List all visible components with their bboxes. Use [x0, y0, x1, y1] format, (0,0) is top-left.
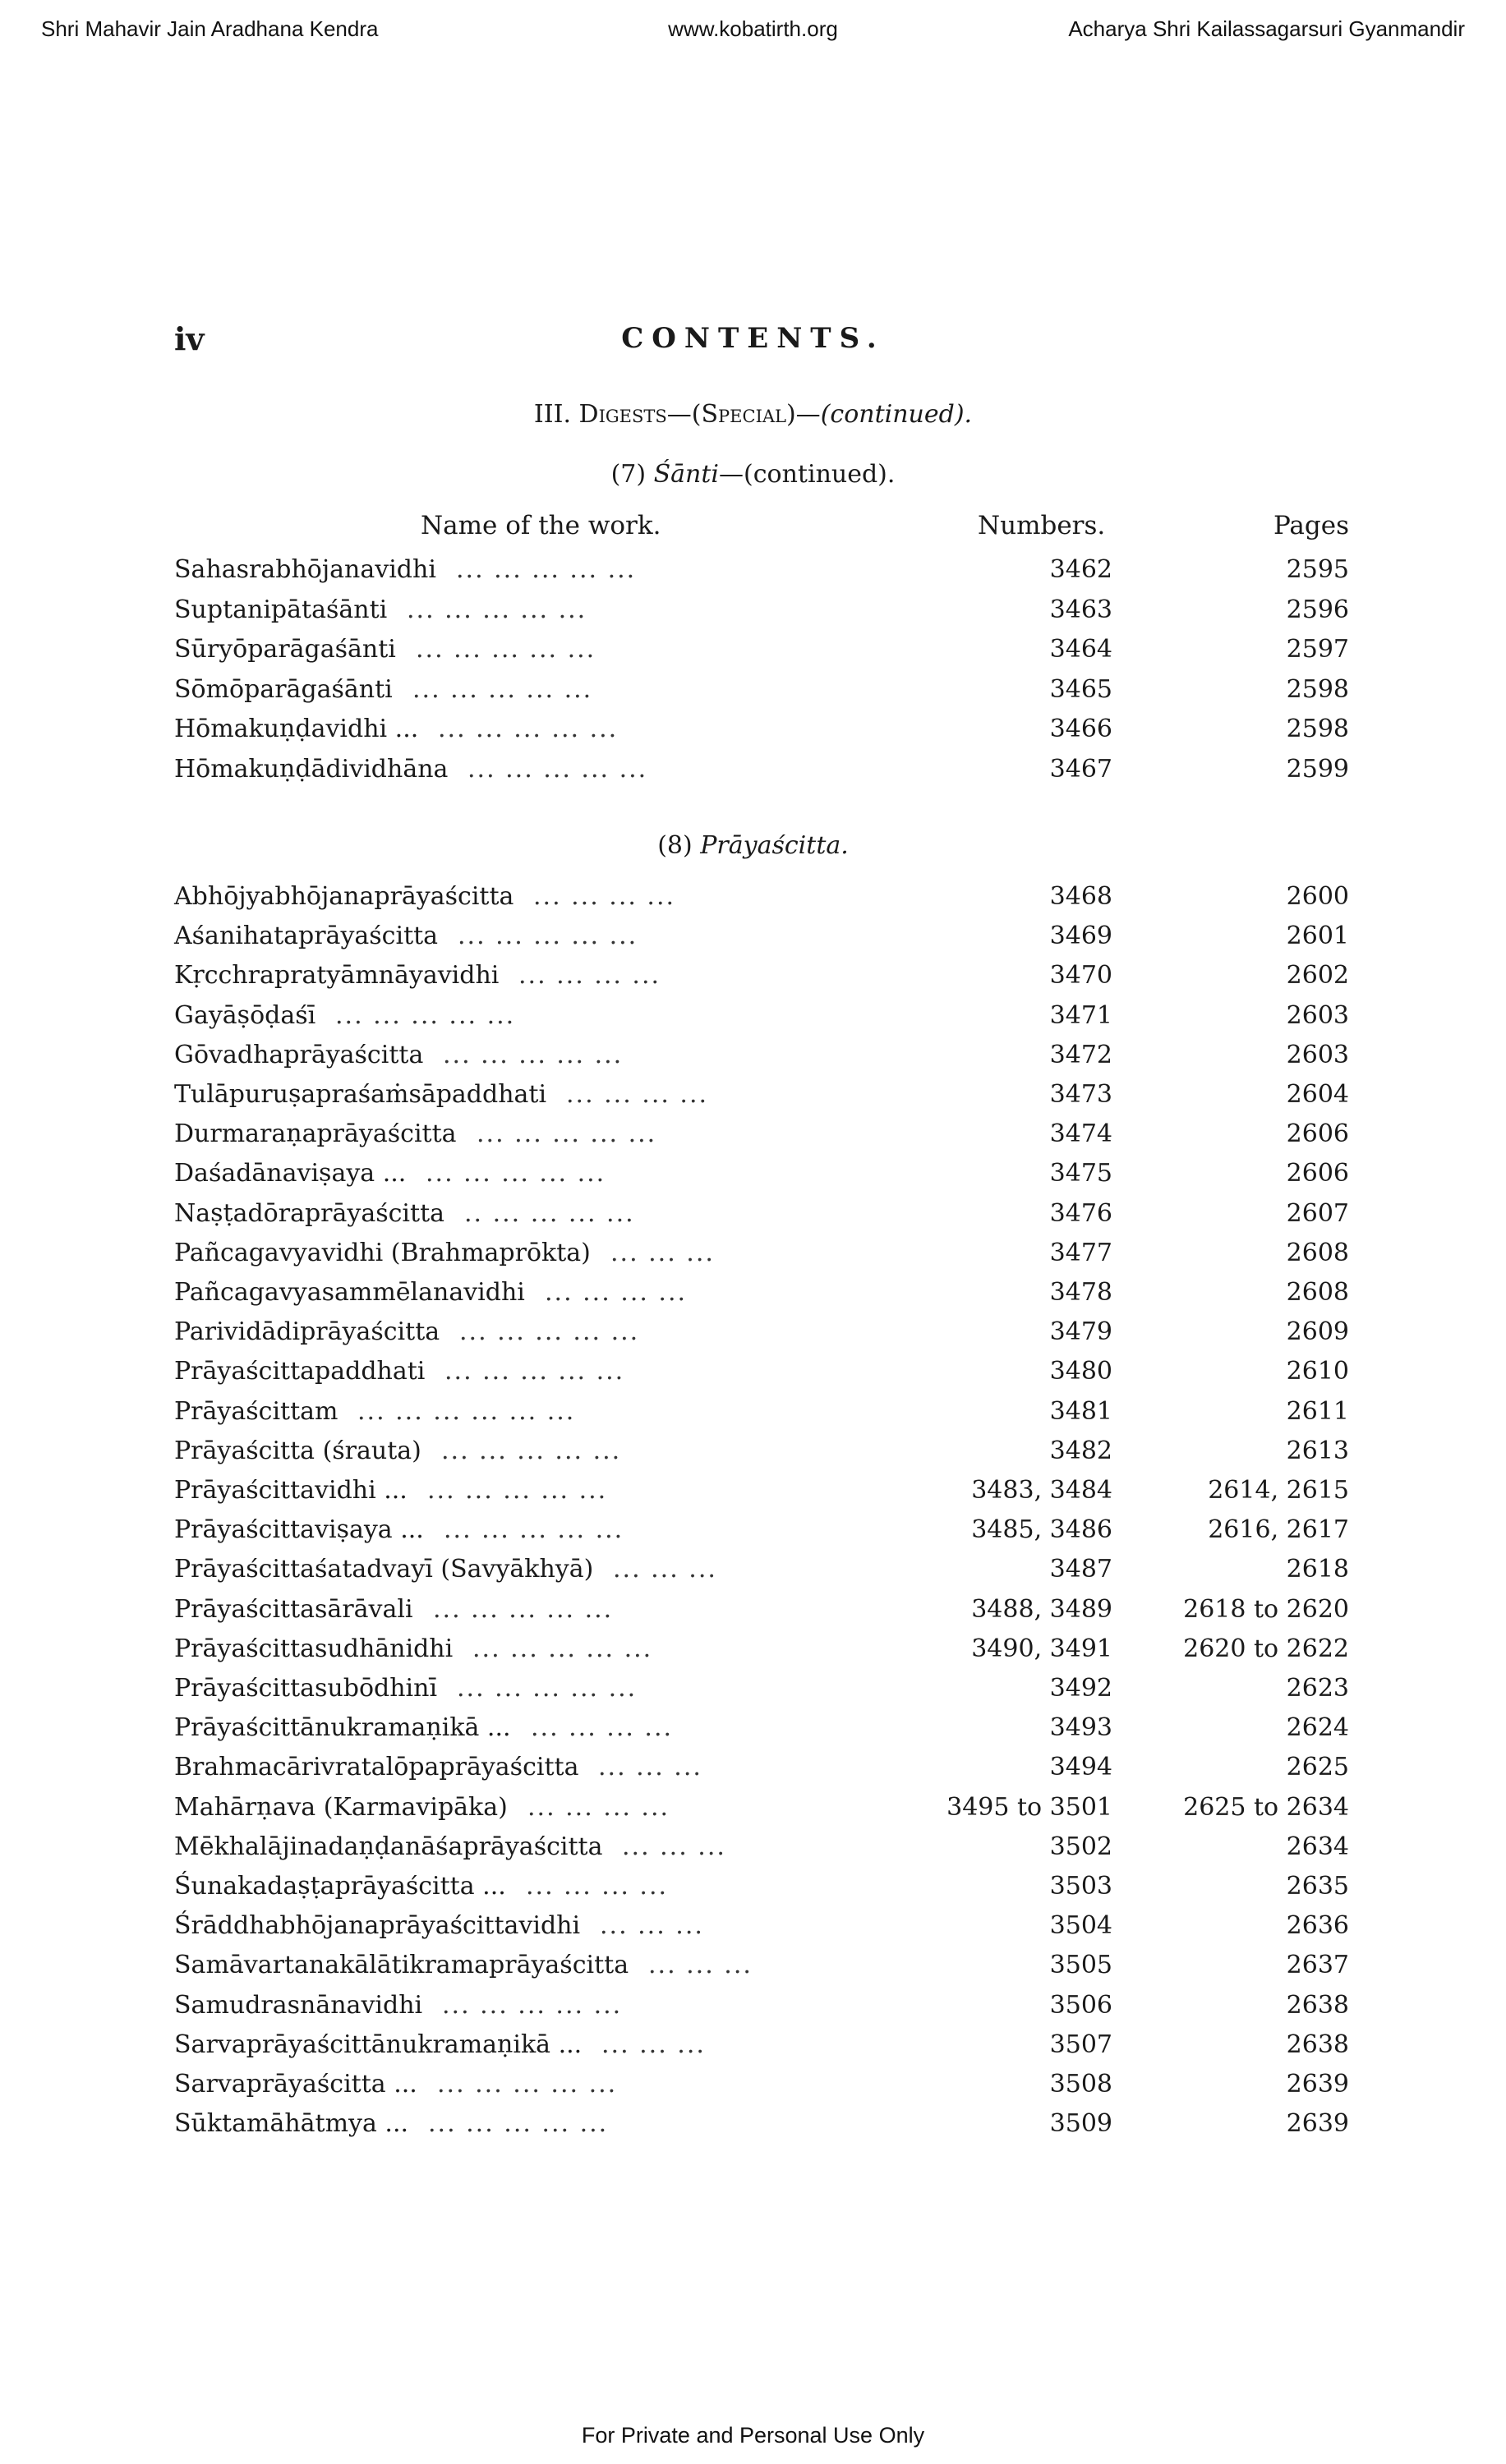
- entry-pages: 2638: [1286, 2030, 1349, 2059]
- entry-name: Sarvaprāyaścittānukramaṇikā ...: [174, 2030, 583, 2059]
- leader-dots: ... ... ... ... ...: [428, 2109, 609, 2139]
- entry-pages: 2639: [1286, 2109, 1349, 2139]
- entry-name: Samāvartanakālātikramaprāyaścitta: [174, 1951, 629, 1980]
- entry-number: 3505: [1049, 1951, 1112, 1980]
- entry-name: Prāyaścitta (śrauta): [174, 1436, 421, 1465]
- leader-dots: ... ... ... ... ...: [467, 754, 648, 784]
- entry-number: 3495 to 3501: [946, 1792, 1112, 1822]
- list-item: [174, 1001, 1349, 1041]
- entry-number: 3480: [1049, 1357, 1112, 1386]
- entry-number: 3494: [1049, 1753, 1112, 1782]
- list-item: [174, 1793, 1349, 1832]
- entry-number: 3475: [1049, 1159, 1112, 1188]
- list-item: [174, 1832, 1349, 1872]
- entry-pages: 2600: [1286, 882, 1349, 911]
- leader-dots: ... ... ...: [622, 1832, 726, 1861]
- entry-pages: 2609: [1286, 1317, 1349, 1347]
- entry-name: Gōvadhaprāyaścitta: [174, 1040, 424, 1069]
- leader-dots: ... ... ...: [610, 1238, 715, 1267]
- entry-name: Sahasrabhōjanavidhi: [174, 555, 436, 584]
- entry-name: Pañcagavyavidhi (Brahmaprōkta): [174, 1238, 591, 1267]
- entry-name: Śunakadaṣṭaprāyaścitta ...: [174, 1872, 506, 1901]
- leader-dots: ... ... ... ... ...: [335, 1000, 516, 1030]
- entry-name: Sarvaprāyaścitta ...: [174, 2070, 417, 2099]
- leader-dots: ... ... ...: [598, 1753, 702, 1782]
- list-item: [174, 1159, 1349, 1198]
- list-item: [174, 2030, 1349, 2070]
- entry-pages: 2636: [1286, 1911, 1349, 1941]
- column-header-name: Name of the work.: [421, 511, 661, 540]
- entry-pages: 2606: [1286, 1159, 1349, 1188]
- entry-number: 3487: [1049, 1555, 1112, 1584]
- entry-number: 3503: [1049, 1872, 1112, 1901]
- leader-dots: ... ... ... ... ...: [457, 1674, 638, 1703]
- leader-dots: ... ... ... ... ...: [443, 1040, 624, 1069]
- leader-dots: ... ... ... ... ...: [426, 1159, 606, 1188]
- entry-pages: 2611: [1286, 1396, 1349, 1426]
- entry-name: Prāyaścittasubōdhinī: [174, 1674, 438, 1703]
- leader-dots: ... ... ... ...: [545, 1278, 688, 1307]
- entry-pages: 2635: [1286, 1872, 1349, 1901]
- entry-pages: 2607: [1286, 1198, 1349, 1228]
- entry-pages: 2616, 2617: [1208, 1515, 1349, 1545]
- subsection-7-suffix: —(continued).: [719, 460, 896, 489]
- list-item: [174, 1951, 1349, 1990]
- page-number: iv: [174, 320, 205, 357]
- entry-number: 3506: [1049, 1990, 1112, 2020]
- entry-name: Sōmōparāgaśānti: [174, 674, 393, 704]
- entry-name: Mahārṇava (Karmavipāka): [174, 1792, 508, 1822]
- list-item: [174, 635, 1349, 674]
- entry-number: 3481: [1049, 1396, 1112, 1426]
- subsection-7-prefix: (7): [610, 460, 647, 489]
- leader-dots: ... ... ... ... ...: [412, 674, 593, 704]
- leader-dots: ... ... ... ... ...: [433, 1594, 614, 1624]
- entry-name: Parividādiprāyaścitta: [174, 1317, 440, 1347]
- leader-dots: ... ... ...: [613, 1555, 717, 1584]
- leader-dots: ... ... ... ...: [531, 1713, 674, 1743]
- entry-name: Sūryōparāgaśānti: [174, 635, 396, 664]
- leader-dots: ... ... ... ...: [533, 882, 676, 911]
- entry-number: 3508: [1049, 2070, 1112, 2099]
- entry-name: Prāyaścittam: [174, 1396, 339, 1426]
- entry-name: Brahmacārivratalōpaprāyaścitta: [174, 1753, 579, 1782]
- leader-dots: ... ... ... ... ...: [477, 1119, 657, 1149]
- entry-pages: 2618 to 2620: [1183, 1594, 1349, 1624]
- entry-pages: 2634: [1286, 1832, 1349, 1861]
- entry-number: 3492: [1049, 1674, 1112, 1703]
- entry-pages: 2595: [1286, 555, 1349, 584]
- entry-name: Prāyaścittānukramaṇikā ...: [174, 1713, 511, 1743]
- entry-number: 3477: [1049, 1238, 1112, 1267]
- entry-pages: 2623: [1286, 1674, 1349, 1703]
- entry-name: Abhōjyabhōjanaprāyaścitta: [174, 882, 514, 911]
- entry-number: 3476: [1049, 1198, 1112, 1228]
- leader-dots: ... ... ...: [601, 2030, 706, 2059]
- list-item: [174, 1713, 1349, 1753]
- entry-name: Hōmakuṇḍādividhāna: [174, 754, 449, 784]
- list-item: [174, 1515, 1349, 1555]
- list-item: [174, 1317, 1349, 1357]
- subsection-7-main: Śānti: [653, 460, 720, 489]
- entry-pages: 2614, 2615: [1208, 1476, 1349, 1505]
- list-item: [174, 882, 1349, 922]
- leader-dots: ... ... ... ... ...: [472, 1634, 653, 1663]
- entry-number: 3490, 3491: [971, 1634, 1112, 1663]
- leader-dots: ... ... ... ... ...: [427, 1476, 608, 1505]
- entry-pages: 2601: [1286, 922, 1349, 951]
- leader-dots: ... ... ... ...: [526, 1872, 669, 1901]
- leader-dots: ... ... ... ... ...: [438, 715, 619, 743]
- entry-number: 3474: [1049, 1119, 1112, 1149]
- list-item: [174, 1872, 1349, 1911]
- entry-number: 3509: [1049, 2109, 1112, 2139]
- page-title: CONTENTS.: [621, 322, 885, 355]
- entry-pages: 2625 to 2634: [1183, 1792, 1349, 1822]
- leader-dots: ... ... ...: [600, 1911, 704, 1941]
- entry-name: Sūktamāhātmya ...: [174, 2109, 409, 2139]
- leader-dots: ... ... ... ...: [566, 1080, 709, 1109]
- entry-name: Pañcagavyasammēlanavidhi: [174, 1278, 525, 1307]
- entry-pages: 2610: [1286, 1357, 1349, 1386]
- entry-number: 3502: [1049, 1832, 1112, 1861]
- leader-dots: ... ... ... ...: [518, 961, 661, 991]
- entry-name: Prāyaścittaviṣaya ...: [174, 1515, 424, 1545]
- entry-number: 3463: [1049, 595, 1112, 624]
- leader-dots: .. ... ... ... ...: [464, 1198, 635, 1228]
- subsection-8-prefix: (8): [657, 831, 693, 860]
- list-item: [174, 1911, 1349, 1951]
- entry-name: Kṛcchrapratyāmnāyavidhi: [174, 961, 500, 991]
- leader-dots: ... ... ... ... ...: [441, 1436, 622, 1465]
- entry-number: 3471: [1049, 1000, 1112, 1030]
- entry-pages: 2638: [1286, 1990, 1349, 2020]
- leader-dots: ... ... ... ...: [527, 1792, 670, 1822]
- section-heading-suffix: (continued).: [820, 400, 973, 429]
- header-center-url[interactable]: www.kobatirth.org: [668, 16, 838, 41]
- entry-name: Prāyaścittasudhānidhi: [174, 1634, 454, 1663]
- entry-name: Prāyaścittavidhi ...: [174, 1476, 408, 1505]
- entry-name: Prāyaścittapaddhati: [174, 1357, 426, 1386]
- entry-number: 3468: [1049, 882, 1112, 911]
- leader-dots: ... ... ... ... ...: [416, 635, 596, 664]
- list-item: [174, 1437, 1349, 1476]
- entry-number: 3504: [1049, 1911, 1112, 1941]
- entry-number: 3465: [1049, 674, 1112, 704]
- list-item: [174, 1357, 1349, 1396]
- list-item: [174, 755, 1349, 794]
- entry-number: 3462: [1049, 555, 1112, 584]
- column-header-pages: Pages: [1273, 511, 1349, 540]
- leader-dots: ... ... ... ... ...: [456, 555, 637, 584]
- list-item: [174, 1674, 1349, 1713]
- entry-pages: 2620 to 2622: [1183, 1634, 1349, 1663]
- entry-number: 3473: [1049, 1080, 1112, 1109]
- entry-pages: 2618: [1286, 1555, 1349, 1584]
- entry-number: 3485, 3486: [971, 1515, 1112, 1545]
- entry-pages: 2608: [1286, 1278, 1349, 1307]
- entry-number: 3493: [1049, 1713, 1112, 1743]
- entry-number: 3472: [1049, 1040, 1112, 1069]
- entry-name: Tulāpuruṣapraśaṁsāpaddhati: [174, 1080, 547, 1109]
- subsection-7-heading: [0, 460, 1506, 489]
- entry-pages: 2624: [1286, 1713, 1349, 1743]
- entry-pages: 2603: [1286, 1000, 1349, 1030]
- entry-pages: 2604: [1286, 1080, 1349, 1109]
- list-item: [174, 1239, 1349, 1278]
- list-item: [174, 1555, 1349, 1594]
- entry-name: Daśadānaviṣaya ...: [174, 1159, 407, 1188]
- entry-pages: 2596: [1286, 595, 1349, 624]
- entry-number: 3464: [1049, 635, 1112, 664]
- entry-number: 3479: [1049, 1317, 1112, 1347]
- list-item: [174, 2109, 1349, 2149]
- leader-dots: ... ... ... ... ...: [459, 1317, 640, 1347]
- list-item: [174, 1199, 1349, 1239]
- list-item: [174, 1634, 1349, 1674]
- entry-name: Śrāddhabhōjanaprāyaścittavidhi: [174, 1911, 581, 1941]
- entry-name: Gayāṣōḍaśī: [174, 1000, 316, 1030]
- entry-pages: 2598: [1286, 715, 1349, 743]
- entry-name: Mēkhalājinadaṇḍanāśaprāyaścitta: [174, 1832, 603, 1861]
- leader-dots: ... ... ... ... ...: [458, 922, 638, 951]
- section-heading-prefix: III.: [533, 400, 571, 429]
- column-header-numbers: Numbers.: [978, 511, 1106, 540]
- list-item: [174, 2070, 1349, 2109]
- list-item: [174, 1476, 1349, 1515]
- leader-dots: ... ... ... ... ...: [444, 1515, 624, 1545]
- entry-name: Suptanipātaśānti: [174, 595, 388, 624]
- list-item: [174, 555, 1349, 595]
- subsection-8-heading: [0, 831, 1506, 860]
- list-item: [174, 1595, 1349, 1634]
- list-item: [174, 1991, 1349, 2030]
- footer-text: For Private and Personal Use Only: [581, 2423, 925, 2448]
- list-item: [174, 1080, 1349, 1119]
- header-right-text: Acharya Shri Kailassagarsuri Gyanmandir: [1068, 16, 1465, 41]
- entry-number: 3470: [1049, 961, 1112, 991]
- entry-number: 3507: [1049, 2030, 1112, 2059]
- entry-name: Samudrasnānavidhi: [174, 1990, 423, 2020]
- entry-pages: 2625: [1286, 1753, 1349, 1782]
- list-item: [174, 1278, 1349, 1317]
- leader-dots: ... ... ... ... ...: [437, 2070, 618, 2099]
- entry-pages: 2637: [1286, 1951, 1349, 1980]
- entry-pages: 2613: [1286, 1436, 1349, 1465]
- entry-pages: 2598: [1286, 674, 1349, 704]
- subsection-8-main: Prāyaścitta.: [700, 831, 849, 860]
- leader-dots: ... ... ...: [648, 1951, 753, 1980]
- leader-dots: ... ... ... ... ...: [444, 1357, 625, 1386]
- list-item: [174, 922, 1349, 961]
- entry-name: Prāyaścittasārāvali: [174, 1594, 413, 1624]
- entry-number: 3469: [1049, 922, 1112, 951]
- entry-name: Aśanihataprāyaścitta: [174, 922, 439, 951]
- entry-pages: 2608: [1286, 1238, 1349, 1267]
- entry-name: Hōmakuṇḍavidhi ...: [174, 715, 419, 743]
- list-item: [174, 595, 1349, 635]
- leader-dots: ... ... ... ... ...: [442, 1990, 623, 2020]
- entry-pages: 2602: [1286, 961, 1349, 991]
- entry-pages: 2606: [1286, 1119, 1349, 1149]
- entry-name: Naṣṭadōraprāyaścitta: [174, 1198, 445, 1228]
- list-item: [174, 1753, 1349, 1792]
- list-item: [174, 1119, 1349, 1159]
- list-item: [174, 1041, 1349, 1080]
- entry-pages: 2639: [1286, 2070, 1349, 2099]
- entry-pages: 2597: [1286, 635, 1349, 664]
- list-item: [174, 675, 1349, 715]
- header-left-text: Shri Mahavir Jain Aradhana Kendra: [41, 16, 379, 41]
- entry-number: 3483, 3484: [971, 1476, 1112, 1505]
- list-item: [174, 715, 1349, 754]
- leader-dots: ... ... ... ... ... ...: [357, 1396, 576, 1426]
- entry-number: 3488, 3489: [971, 1594, 1112, 1624]
- leader-dots: ... ... ... ... ...: [407, 595, 587, 624]
- entry-name: Prāyaścittaśatadvayī (Savyākhyā): [174, 1555, 594, 1584]
- list-item: [174, 961, 1349, 1000]
- entry-number: 3467: [1049, 754, 1112, 784]
- entry-number: 3466: [1049, 715, 1112, 743]
- entry-pages: 2599: [1286, 754, 1349, 784]
- section-heading: [0, 400, 1506, 429]
- entry-pages: 2603: [1286, 1040, 1349, 1069]
- section-heading-main: Digests—(Special)—: [578, 400, 821, 429]
- entry-name: Durmaraṇaprāyaścitta: [174, 1119, 457, 1149]
- entry-number: 3482: [1049, 1436, 1112, 1465]
- entry-number: 3478: [1049, 1278, 1112, 1307]
- list-item: [174, 1397, 1349, 1437]
